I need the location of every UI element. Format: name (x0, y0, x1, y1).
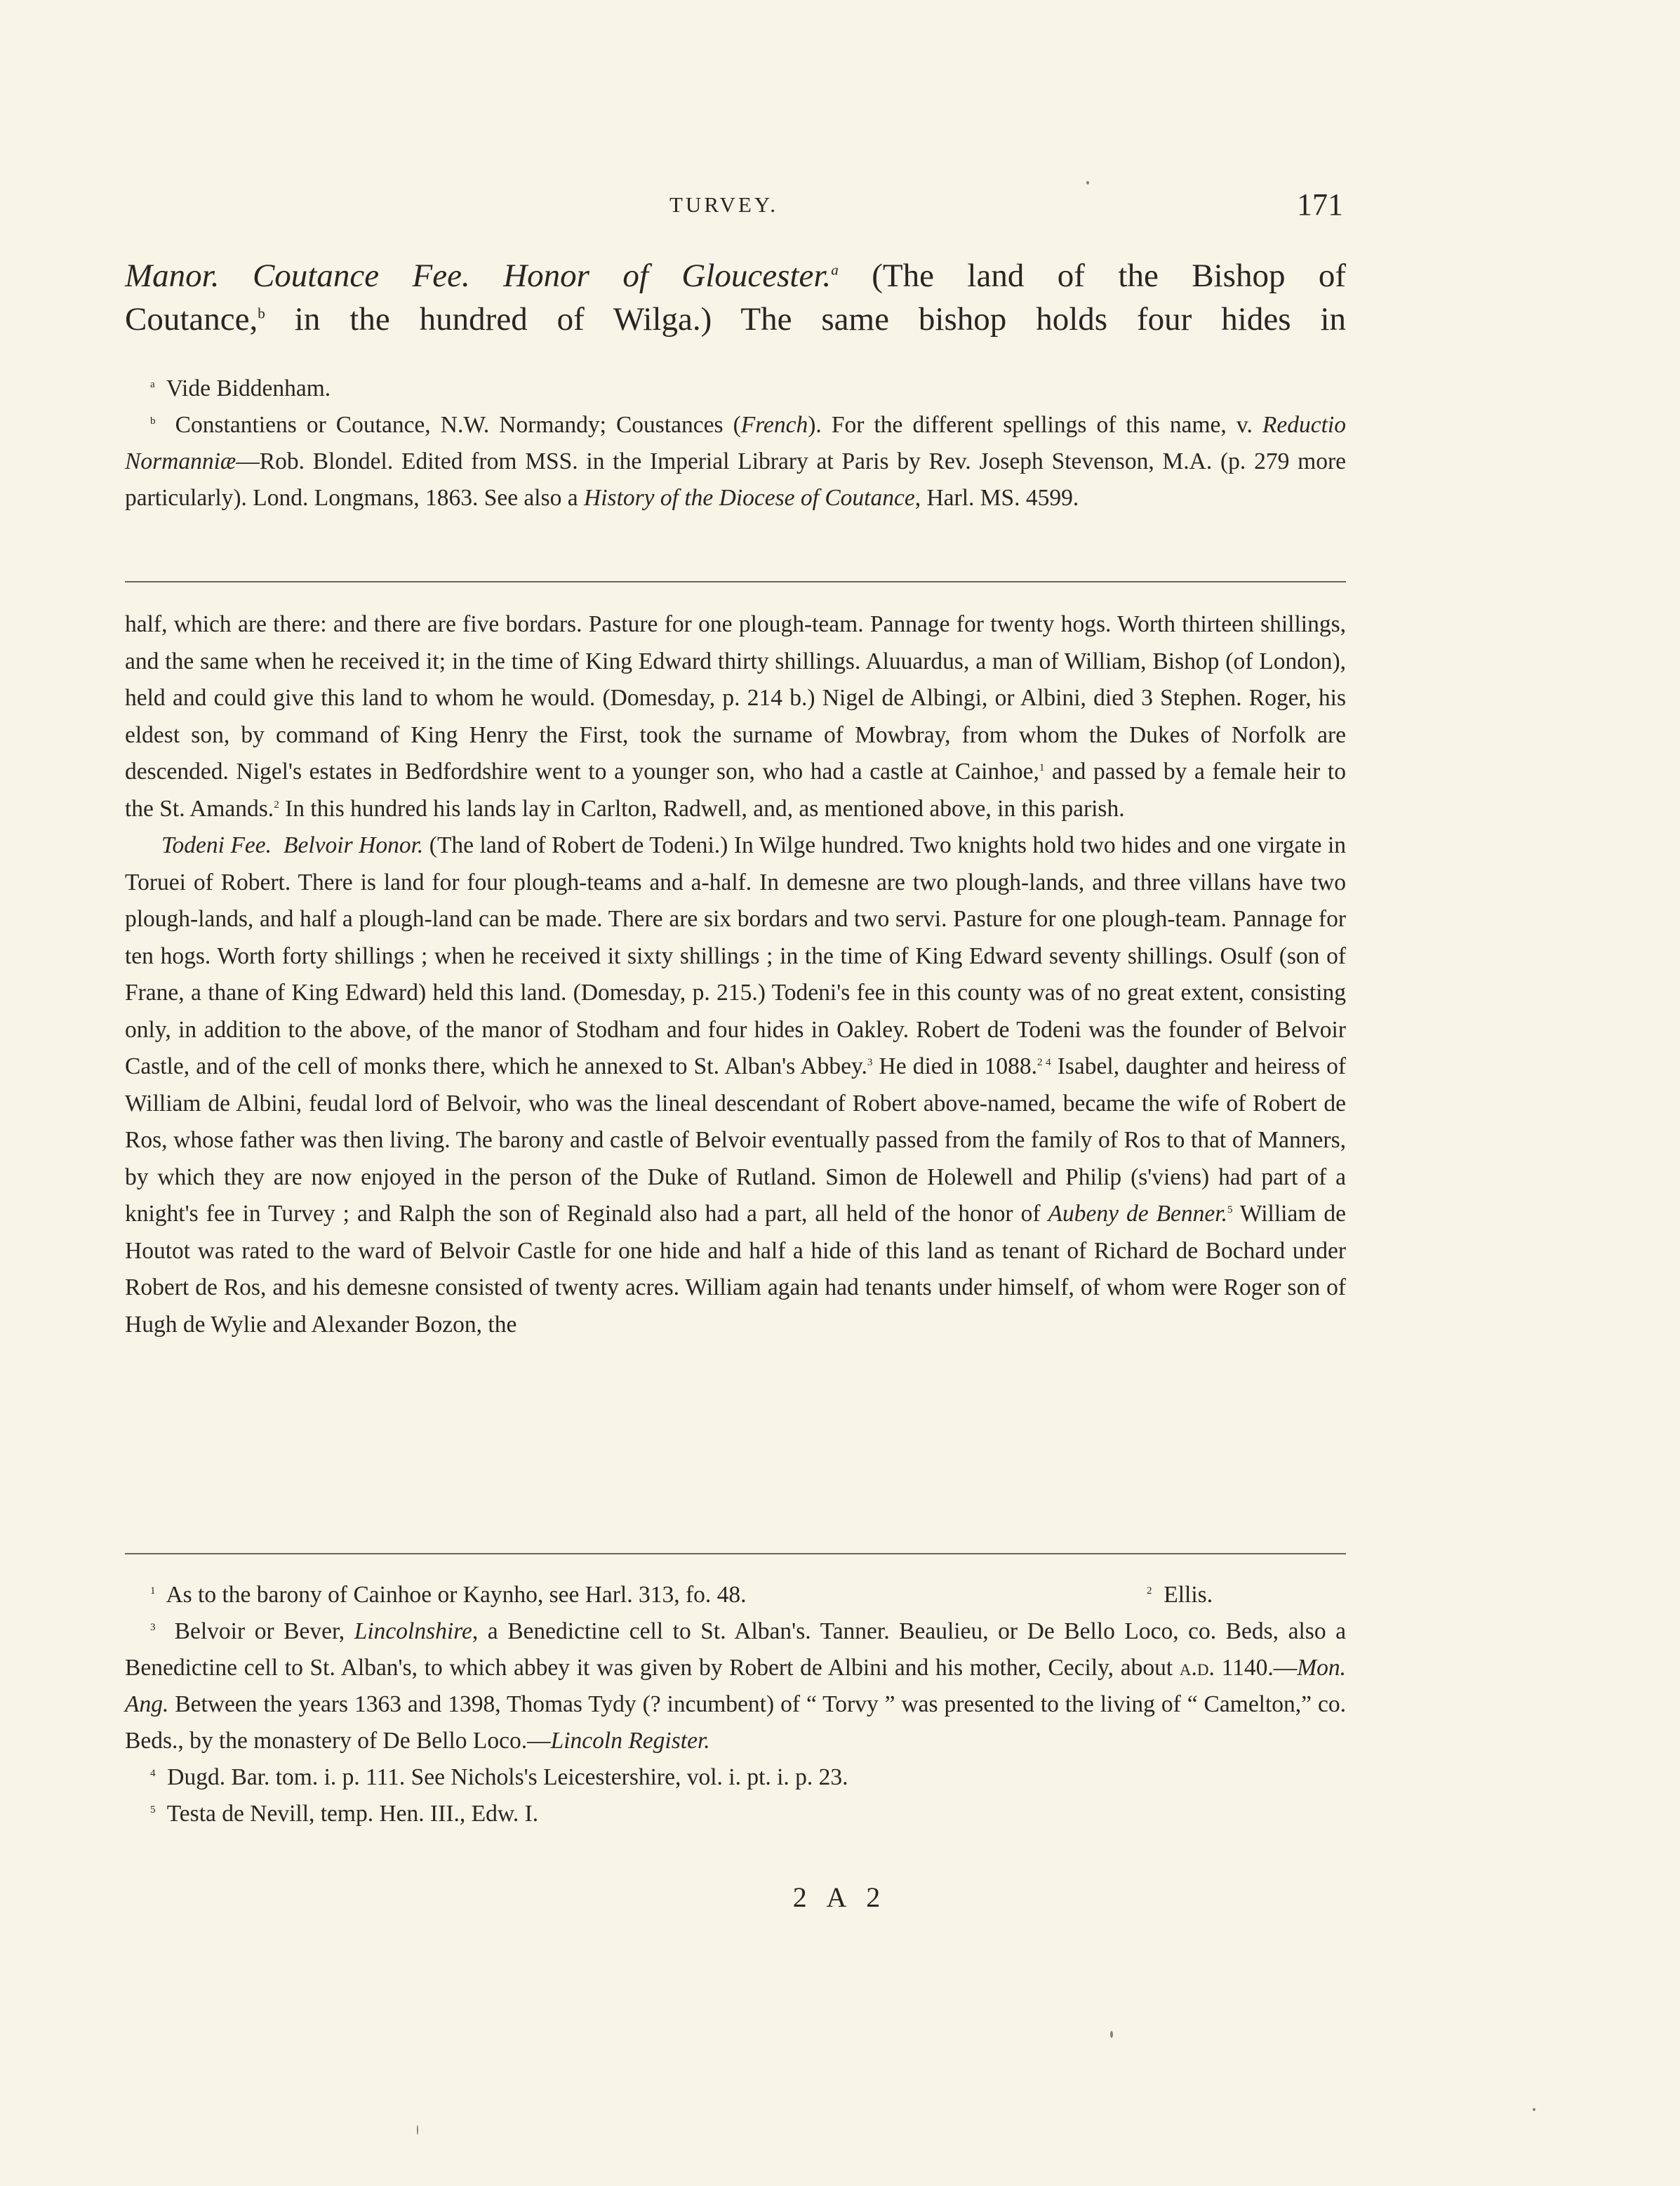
footnote-3: $^3$ Belvoir or Bever, Lincolnshire, a Benedictine cell to St. Alban's. Tanner. Beaulieu, or De Bello Loco, co. Beds, also a Benedictine cell to St. Alban's, to which abbey it was given by Robert de Albini and his mother, Cecily, about a.d. 1140.—Mon. Ang. Between the years 1363 and 1398, Thomas Tydy (? incumbent) of “ Torvy ” was presented to the living of “ Camelton,” co. Beds., by the monastery of De Bello Loco.—Lincoln Register. (125, 1618, 1347, 1754)
note-ref-2-4: 2 4 (1037, 1056, 1051, 1068)
note-ref-3: 3 (867, 1056, 873, 1068)
intro-text-2: in the hundred of Wilga.) The same bishop holds four hides in (294, 301, 1347, 338)
honor-of: of (622, 258, 648, 294)
footnote-a (125, 371, 1346, 407)
note-ref-1: 1 (1039, 761, 1045, 773)
note-ref-2: 2 (274, 799, 279, 811)
todeni-fee-heading: Todeni Fee. (161, 832, 272, 858)
top-footnotes (125, 371, 1346, 516)
footnote-b-mark: b (150, 415, 156, 427)
footnote-a-text: Vide Biddenham. (166, 375, 331, 401)
note-ref-5: 5 (1227, 1204, 1233, 1215)
signature-mark: 2 A 2 (792, 1881, 888, 1913)
footnote-4: $^4$ Dugd. Bar. tom. i. p. 111. See Nichols's Leicestershire, vol. i. pt. i. p. 23. (150, 1764, 848, 1790)
running-head (0, 184, 1680, 226)
footnote-1: $^1$ As to the barony of Cainhoe or Kaynho, see Harl. 313, fo. 48. (150, 1582, 747, 1608)
footnote-a-mark: a (150, 378, 155, 390)
paper-speck (1086, 181, 1089, 185)
coutance-word: Coutance,$^b$ (125, 301, 265, 338)
running-title: TURVEY. (669, 192, 778, 217)
footnote-divider-bottom (125, 1553, 1346, 1554)
paper-speck (1110, 2031, 1113, 2038)
footnote-row-1-2 (125, 1577, 1346, 1613)
paper-speck (1533, 2108, 1535, 2111)
paragraph-2: Todeni Fee. Belvoir Honor. (The land of Robert de Todeni.) In Wilge hundred. Two knights hold two hides and one virgate in Toruei of Robert. There is land for four plough-teams and a-half. In demesne are two plough-lands, and three villans have two plough-lands, and half a plough-land can be made. There are six bordars and two servi. Pasture for one plough-team. Pannage for ten hogs. Worth forty shillings ; when he received it sixty shillings ; in the time of King Edward seventy shillings. Osulf (son of Frane, a thane of King Edward) held this land. (Domesday, p. 215.) Todeni's fee in this county was of no great extent, consisting only, in addition to the above, of the manor of Stodham and four hides in Oakley. Robert de Todeni was the founder of Belvoir Castle, and of the cell of monks there, which he annexed to St. Alban's Abbey.$^3$ He died in 1088.$^{2 4}$ Isabel, daughter and heiress of William de Albini, feudal lord of Belvoir, who was the lineal descendant of Robert above-named, became the wife of Robert de Ros, whose father was then living. The barony and castle of Belvoir eventually passed from the family of Ros to that of Manners, by which they are now enjoyed in the person of the Duke of Rutland. Simon de Holewell and Philip (s'viens) had part of a knight's fee in Turvey ; and Ralph the son of Reginald also had a part, all held of the honor of Aubeny de Benner.$^5$ William de Houtot was rated to the ward of Belvoir Castle for one hide and half a hide of this land as tenant of Richard de Bochard under Robert de Ros, and his demesne consisted of twenty acres. William again had tenants under himself, of whom were Roger son of Hugh de Wylie and Alexander Bozon, the (125, 832, 1347, 1338)
page-number: 171 (1297, 187, 1343, 222)
intro-text-1: (The land of the Bishop of (872, 258, 1347, 294)
footnote-2: $^2$ Ellis. (1147, 1582, 1213, 1608)
intro-line-2 (125, 298, 1346, 341)
paper-speck (417, 2125, 418, 2135)
honor-heading: Honor (503, 258, 589, 294)
footnote-5: $^5$ Testa de Nevill, temp. Hen. III., Edw. I. (150, 1801, 539, 1827)
intro-paragraph (125, 254, 1346, 341)
honor-place: Gloucester.$^a$ (681, 258, 839, 294)
fee-heading: Coutance Fee. (252, 258, 470, 294)
footnote-b: $^b$ Constantiens or Coutance, N.W. Normandy; Coustances (French). For the different spellings of this name, v. Reductio Normanniæ—Rob. Blondel. Edited from MSS. in the Imperial Library at Paris by Rev. Joseph Stevenson, M.A. (p. 279 more particularly). Lond. Longmans, 1863. See also a History of the Diocese of Coutance, Harl. MS. 4599. (125, 412, 1346, 511)
note-mark-a: a (831, 261, 839, 279)
body-text (125, 606, 1346, 1343)
belvoir-honor-heading: Belvoir Honor. (284, 832, 424, 858)
paragraph-1: half, which are there: and there are five bordars. Pasture for one plough-team. Pannage for twenty hogs. Worth thirteen shillings, and the same when he received it; in the time of King Edward thirty shillings. Aluuardus, a man of William, Bishop (of London), held and could give this land to whom he would. (Domesday, p. 214 b.) Nigel de Albingi, or Albini, died 3 Stephen. Roger, his eldest son, by command of King Henry the First, took the surname of Mowbray, from whom the Dukes of Norfolk are descended. Nigel's estates in Bedfordshire went to a younger son, who had a castle at Cainhoe,$^1$ and passed by a female heir to the St. Amands.$^2$ In this hundred his lands lay in Carlton, Radwell, and, as mentioned above, in this parish. (125, 611, 1346, 822)
bottom-footnotes (125, 1577, 1346, 1832)
footnote-divider-top (125, 581, 1346, 582)
manor-heading: Manor. (125, 258, 220, 294)
note-mark-b: b (258, 305, 265, 322)
intro-line-1 (125, 254, 1346, 298)
